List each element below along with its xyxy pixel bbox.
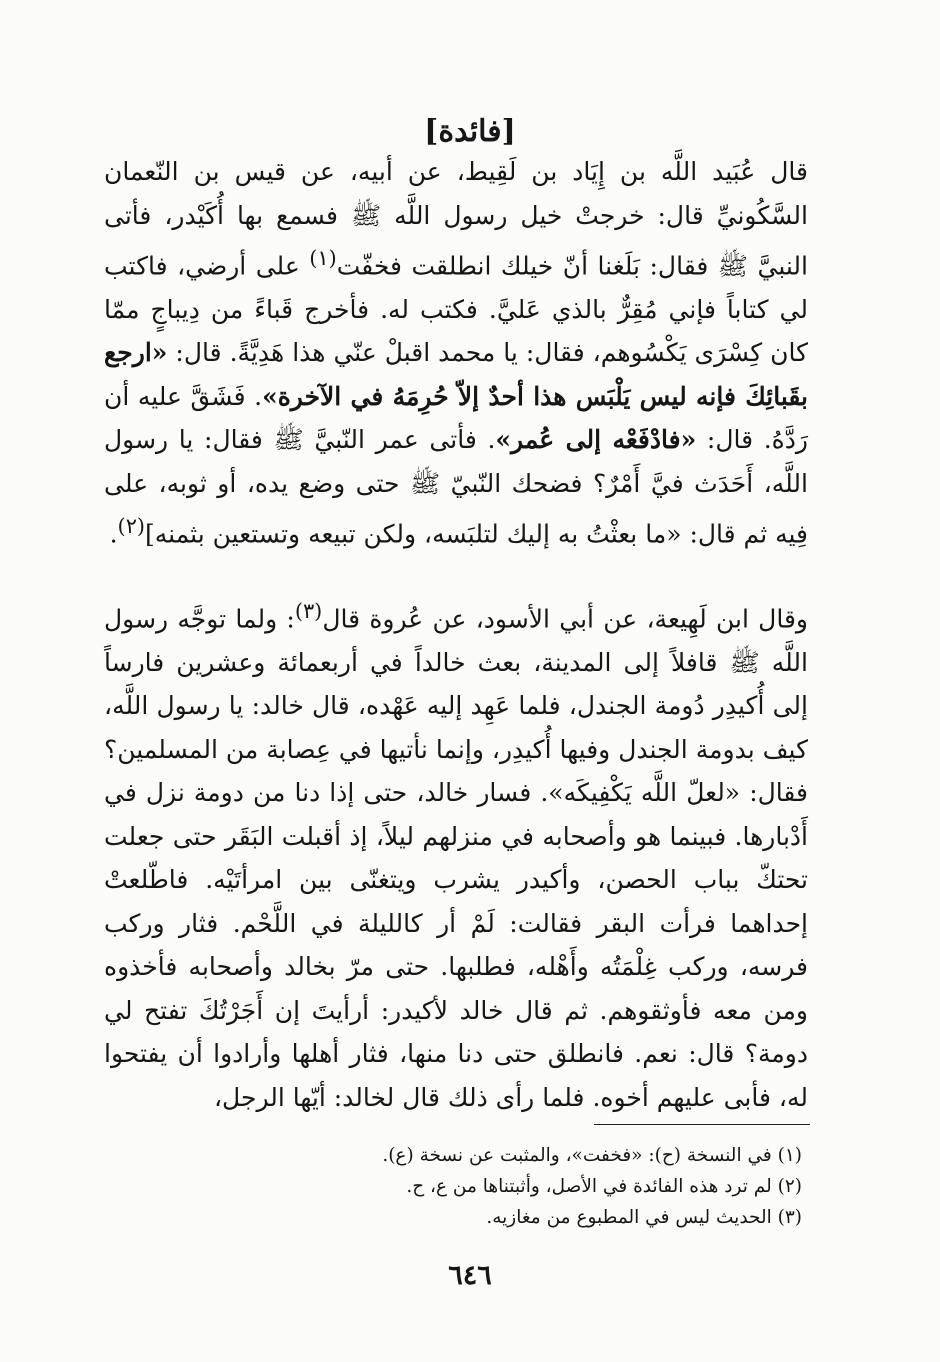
- footnote-ref-3: (٣): [294, 599, 323, 623]
- footnote-ref-2: (٢): [117, 514, 146, 539]
- paragraph-2-text-a: وقال ابن لَهِيعة، عن أبي الأسود، عن عُروة قال: [322, 604, 808, 634]
- paragraph-1-text-c: . فَشَقَّ عليه أن رَدَّهُ. قال:: [104, 381, 808, 455]
- paragraph-1-text-a: قال عُبَيد اللَّه بن إِيَاد بن لَقِيط، عن أبيه، عن قيس بن النّعمان السَّكُونيِّ قال: خرجتْ خيل رسول اللَّه ﷺ فسمع بها أُكَيْدر، فأتى النبيَّ ﷺ فقال: بَلَغنا أنّ خيلك انطلقت فخفّت: [104, 157, 808, 281]
- footnote-ref-1: (١): [309, 246, 337, 270]
- paragraph-1-text-b: على أرضي، فاكتب لي كتاباً فإني مُقِرٌّ بالذي عَليَّ. فكتب له. فأخرج قَباءً من دِيباجٍ ممّا كان كِسْرَى يَكْسُوهم، فقال: يا محمد اقبلْ عنّي هذا هَدِيَّةً. قال:: [104, 251, 808, 368]
- footnote-separator: [594, 1124, 810, 1125]
- footnote-1: (١) في النسخة (ح): «فخفت»، والمثبت عن نسخة (ع).: [382, 1145, 802, 1166]
- paragraph-2-text-b: : ولما توجَّه رسول اللَّه ﷺ قافلاً إلى المدينة، بعث خالداً في أربعمائة وعشرين فارساً إلى أُكيدِر دُومة الجندل، فلما عَهِد إليه عَهْده، قال خالد: يا رسول اللَّه، كيف بدومة الجندل وفيها أُكيدِر، وإنما نأتيها في عِصابة من المسلمين؟ فقال: «لعلّ اللَّه يَكْفِيكَه». فسار خالد، حتى إذا دنا من دومة نزل في أَدْبارها. فبينما هو وأصحابه في منزلهم ليلاً، إذ أقبلت البَقَر حتى جعلت تحتكّ بباب الحصن، وأكيدر يشرب ويتغنّى بين امرأتَيْه. فاطّلعتْ إحداهما فرأت البقر فقالت: لَمْ أر كالليلة في اللَّحْم. فثار وركب فرسه، وركب غِلْمَتُه وأَهْله، فطلبها. حتى مرّ بخالد وأصحابه فأخذوه ومن معه فأوثقوهم. ثم قال خالد لأكيدر: أرأيتَ إن أَجَرْتُكَ تفتح لي دومة؟ قال: نعم. فانطلق حتى دنا منها، فثار أهلها وأرادوا أن يفتحوا له، فأبى عليهم أخوه. فلما رأى ذلك قال لخالد: أيّها الرجل،: [104, 604, 808, 1112]
- paragraph-1-text-e: .: [109, 519, 118, 549]
- page-number: ٦٤٦: [448, 1260, 492, 1291]
- footnote-2: (٢) لم ترد هذه الفائدة في الأصل، وأثبتناها من ع، ح.: [406, 1176, 802, 1197]
- paragraph-2: [104, 590, 808, 1119]
- paragraph-1-text-d: . فأتى عمر النّبيَّ ﷺ فقال: يا رسول اللَّه، أَحَدَث فيَّ أَمْرٌ؟ فضحك النّبيّ ﷺ حتى وضع يده، أو ثوبه، على فِيه ثم قال: «ما بعثْتُ به إليك لتلبَسه، ولكن تبيعه وتستعين بثمنه]: [104, 425, 808, 549]
- paragraph-1: [104, 150, 808, 556]
- hadith-quote-1: «ارجع بقَبائِكَ فإنه ليس يَلْبَس هذا أحدٌ إلاّ حُرِمَهُ في الآخرة»: [104, 338, 808, 411]
- footnotes: [150, 1140, 802, 1233]
- hadith-quote-2: «فادْفَعْه إلى عُمر»: [495, 425, 697, 455]
- section-title: [فائدة]: [424, 114, 516, 149]
- footnote-3: (٣) الحديث ليس في المطبوع من مغازيه.: [486, 1207, 802, 1228]
